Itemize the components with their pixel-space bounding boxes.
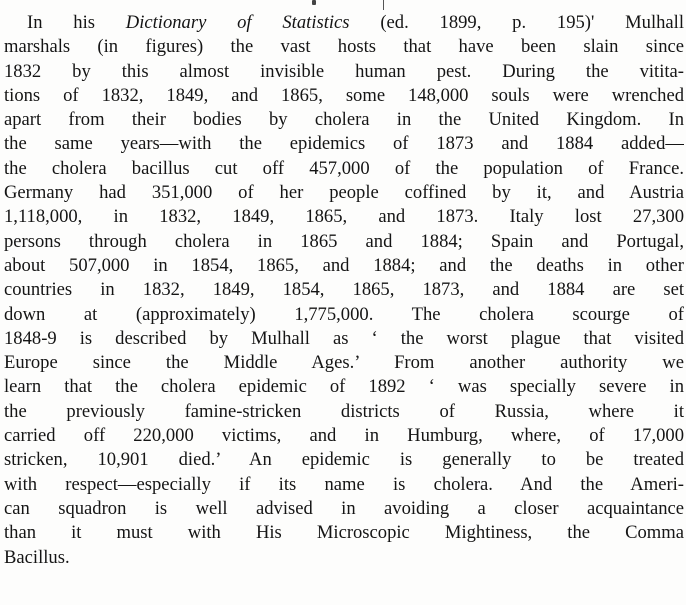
text-run: the cholera bacillus cut off 457,000 of the population of France. (4, 157, 684, 179)
print-speck (383, 0, 384, 10)
text-line (4, 424, 684, 448)
text-run: 1,118,000, in 1832, 1849, 1865, and 1873. Italy lost 27,300 (4, 206, 684, 228)
text-line (4, 497, 684, 521)
text-line (4, 230, 684, 254)
text-line (4, 521, 684, 545)
text-line (4, 375, 684, 399)
text-line (4, 303, 684, 327)
text-line (4, 400, 684, 424)
text-run: than it must with His Microscopic Mightiness, the Comma (4, 522, 684, 544)
text-run: countries in 1832, 1849, 1854, 1865, 1873, and 1884 are set (4, 279, 684, 301)
text-run: 1848-9 is described by Mulhall as ‘ the worst plague that visited (4, 327, 684, 349)
text-line (4, 448, 684, 472)
text-line (4, 84, 684, 108)
text-line (4, 351, 684, 375)
text-line (4, 278, 684, 302)
text-run: stricken, 10,901 died.’ An epidemic is generally to be treated (4, 449, 684, 471)
text-run: 1832 by this almost invisible human pest. During the vitita- (4, 60, 684, 82)
text-run: carried off 220,000 victims, and in Humburg, where, of 17,000 (4, 425, 684, 447)
text-line (4, 181, 684, 205)
text-line (4, 60, 684, 84)
text-run: Bacillus. (4, 546, 70, 568)
text-run: marshals (in figures) the vast hosts that have been slain since (4, 36, 684, 58)
text-line (4, 35, 684, 59)
text-line (4, 546, 684, 570)
book-title: Dictionary of Statistics (125, 12, 350, 33)
text-run: apart from their bodies by cholera in the United Kingdom. In (4, 109, 684, 131)
text-line (4, 132, 684, 156)
text-run: In his (27, 12, 126, 33)
text-run: Europe since the Middle Ages.’ From another authority we (4, 352, 684, 374)
text-run: the same years—with the epidemics of 1873 and 1884 added— (4, 133, 684, 155)
text-line (4, 205, 684, 229)
text-line (4, 473, 684, 497)
text-run: tions of 1832, 1849, and 1865, some 148,000 souls were wrenched (4, 84, 684, 106)
text-run: learn that the cholera epidemic of 1892 ‘ was specially severe in (4, 376, 684, 398)
text-run: persons through cholera in 1865 and 1884; Spain and Portugal, (4, 230, 684, 252)
text-line (4, 108, 684, 132)
text-run: down at (approximately) 1,775,000. The cholera scourge of (4, 303, 684, 325)
text-run: about 507,000 in 1854, 1865, and 1884; and the deaths in other (4, 254, 684, 276)
text-run: (ed. 1899, p. 195)' Mulhall (349, 12, 684, 33)
text-run: Germany had 351,000 of her people coffined by it, and Austria (4, 182, 684, 204)
text-run: the previously famine-stricken districts of Russia, where it (4, 400, 684, 422)
print-speck (312, 0, 316, 5)
text-run: can squadron is well advised in avoiding a closer acquaintance (4, 497, 684, 519)
text-line (4, 11, 684, 35)
text-run: with respect—especially if its name is cholera. And the Ameri- (4, 473, 684, 495)
text-line (4, 254, 684, 278)
text-line (4, 157, 684, 181)
body-paragraph (4, 11, 684, 570)
text-line (4, 327, 684, 351)
